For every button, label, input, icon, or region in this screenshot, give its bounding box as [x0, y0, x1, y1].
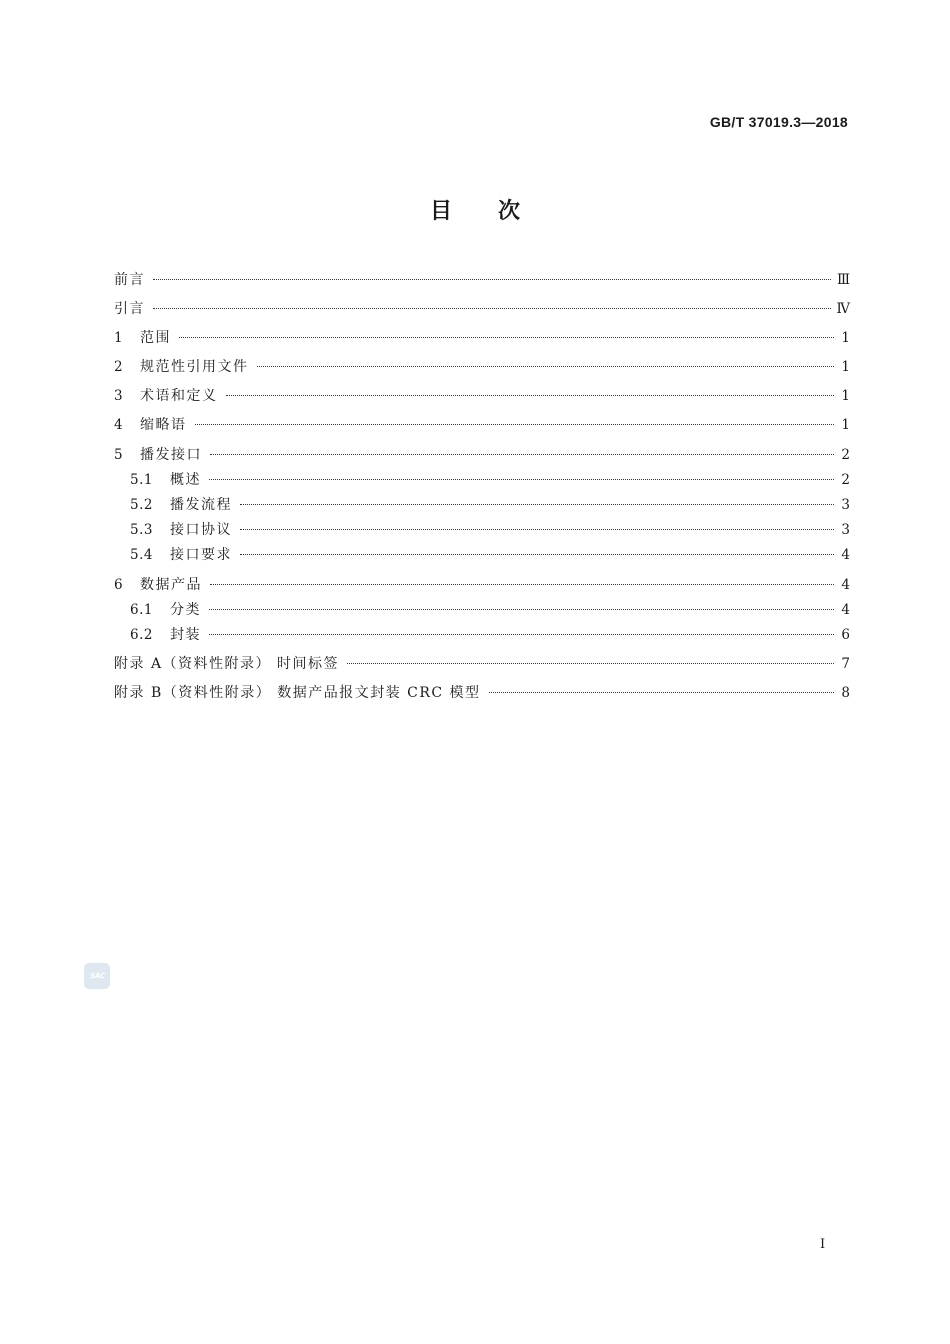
toc-entry-label: 引言 [114, 301, 145, 317]
standard-code: GB/T 37019.3—2018 [709, 114, 848, 130]
toc-entry-page: 2 [841, 472, 850, 488]
toc-entry-label: 术语和定义 [140, 388, 218, 404]
toc-leader-dots [257, 366, 835, 367]
toc-entry-number: 5.3 [130, 522, 153, 538]
toc-entry[interactable] [114, 445, 850, 465]
toc-entry-page: 1 [841, 359, 850, 375]
toc-leader-dots [209, 634, 834, 635]
toc-entry-number: 2 [114, 359, 124, 375]
toc-entry-page: 4 [841, 577, 850, 593]
toc-entry-label: 范围 [140, 330, 171, 346]
toc-entry[interactable] [114, 357, 850, 377]
toc-entry-page: 6 [841, 627, 850, 643]
toc-leader-dots [210, 584, 834, 585]
toc-entry-number: 4 [114, 417, 124, 433]
toc-entry-page: Ⅲ [836, 272, 850, 288]
toc-entry-page: 4 [841, 547, 850, 563]
toc-entry-page: 1 [841, 417, 850, 433]
toc-entry-label: 分类 [170, 602, 201, 618]
toc-entry[interactable] [114, 600, 850, 620]
toc-entry-page: 3 [841, 522, 850, 538]
toc-leader-dots [240, 504, 834, 505]
toc-leader-dots [226, 395, 835, 396]
toc-entry-page: Ⅳ [836, 301, 850, 317]
toc-entry-number: 5.1 [130, 472, 153, 488]
toc-entry-number: 6.1 [130, 602, 153, 618]
toc-entry-label: 数据产品 [140, 577, 202, 593]
toc-entry-label: 附录 A（资料性附录） 时间标签 [114, 656, 340, 672]
toc-leader-dots [195, 424, 835, 425]
toc-entry-page: 7 [841, 656, 850, 672]
toc-entry-number: 1 [114, 330, 124, 346]
toc-entry[interactable] [114, 654, 850, 674]
toc-entry-page: 1 [841, 330, 850, 346]
toc-leader-dots [153, 308, 831, 309]
page-number: Ⅰ [820, 1237, 826, 1252]
toc-entry-label: 接口要求 [170, 547, 232, 563]
toc-entry-label: 附录 B（资料性附录） 数据产品报文封装 CRC 模型 [114, 685, 481, 701]
toc-entry-label: 概述 [170, 472, 201, 488]
toc-entry[interactable] [114, 386, 850, 406]
toc-leader-dots [240, 554, 834, 555]
watermark-text: SAC [88, 972, 106, 980]
toc-entry[interactable] [114, 270, 850, 290]
toc-entry[interactable] [114, 575, 850, 595]
toc-entry[interactable] [114, 415, 850, 435]
toc-entry[interactable] [114, 328, 850, 348]
toc-leader-dots [240, 529, 834, 530]
toc-entry-page: 1 [841, 388, 850, 404]
toc-leader-dots [489, 692, 834, 693]
toc-entry-page: 2 [841, 447, 850, 463]
toc-leader-dots [210, 454, 834, 455]
toc-entry-label: 封装 [170, 627, 201, 643]
sac-logo-watermark [84, 963, 110, 989]
toc-entry-page: 3 [841, 497, 850, 513]
toc-entry-number: 5.2 [130, 497, 153, 513]
toc-entry[interactable] [114, 625, 850, 645]
toc-leader-dots [347, 663, 834, 664]
toc-entry-label: 前言 [114, 272, 145, 288]
toc-leader-dots [209, 479, 834, 480]
toc-leader-dots [209, 609, 834, 610]
toc-entry-number: 5.4 [130, 547, 153, 563]
toc-entry-number: 6 [114, 577, 124, 593]
toc-leader-dots [153, 279, 831, 280]
page-title: 目次 [429, 199, 566, 224]
toc-entry-number: 6.2 [130, 627, 153, 643]
toc-entry-label: 播发接口 [140, 447, 202, 463]
toc-entry-label: 接口协议 [170, 522, 232, 538]
toc-entry[interactable] [114, 683, 850, 703]
toc-entry-label: 缩略语 [140, 417, 187, 433]
toc-entry-label: 播发流程 [170, 497, 232, 513]
toc-entry-number: 3 [114, 388, 124, 404]
toc-leader-dots [179, 337, 834, 338]
toc-entry[interactable] [114, 299, 850, 319]
toc-entry[interactable] [114, 470, 850, 490]
toc-entry-number: 5 [114, 447, 124, 463]
toc-entry[interactable] [114, 495, 850, 515]
toc-entry[interactable] [114, 545, 850, 565]
toc-entry-page: 8 [841, 685, 850, 701]
toc-entry-label: 规范性引用文件 [140, 359, 249, 375]
toc-entry[interactable] [114, 520, 850, 540]
toc-entry-page: 4 [841, 602, 850, 618]
